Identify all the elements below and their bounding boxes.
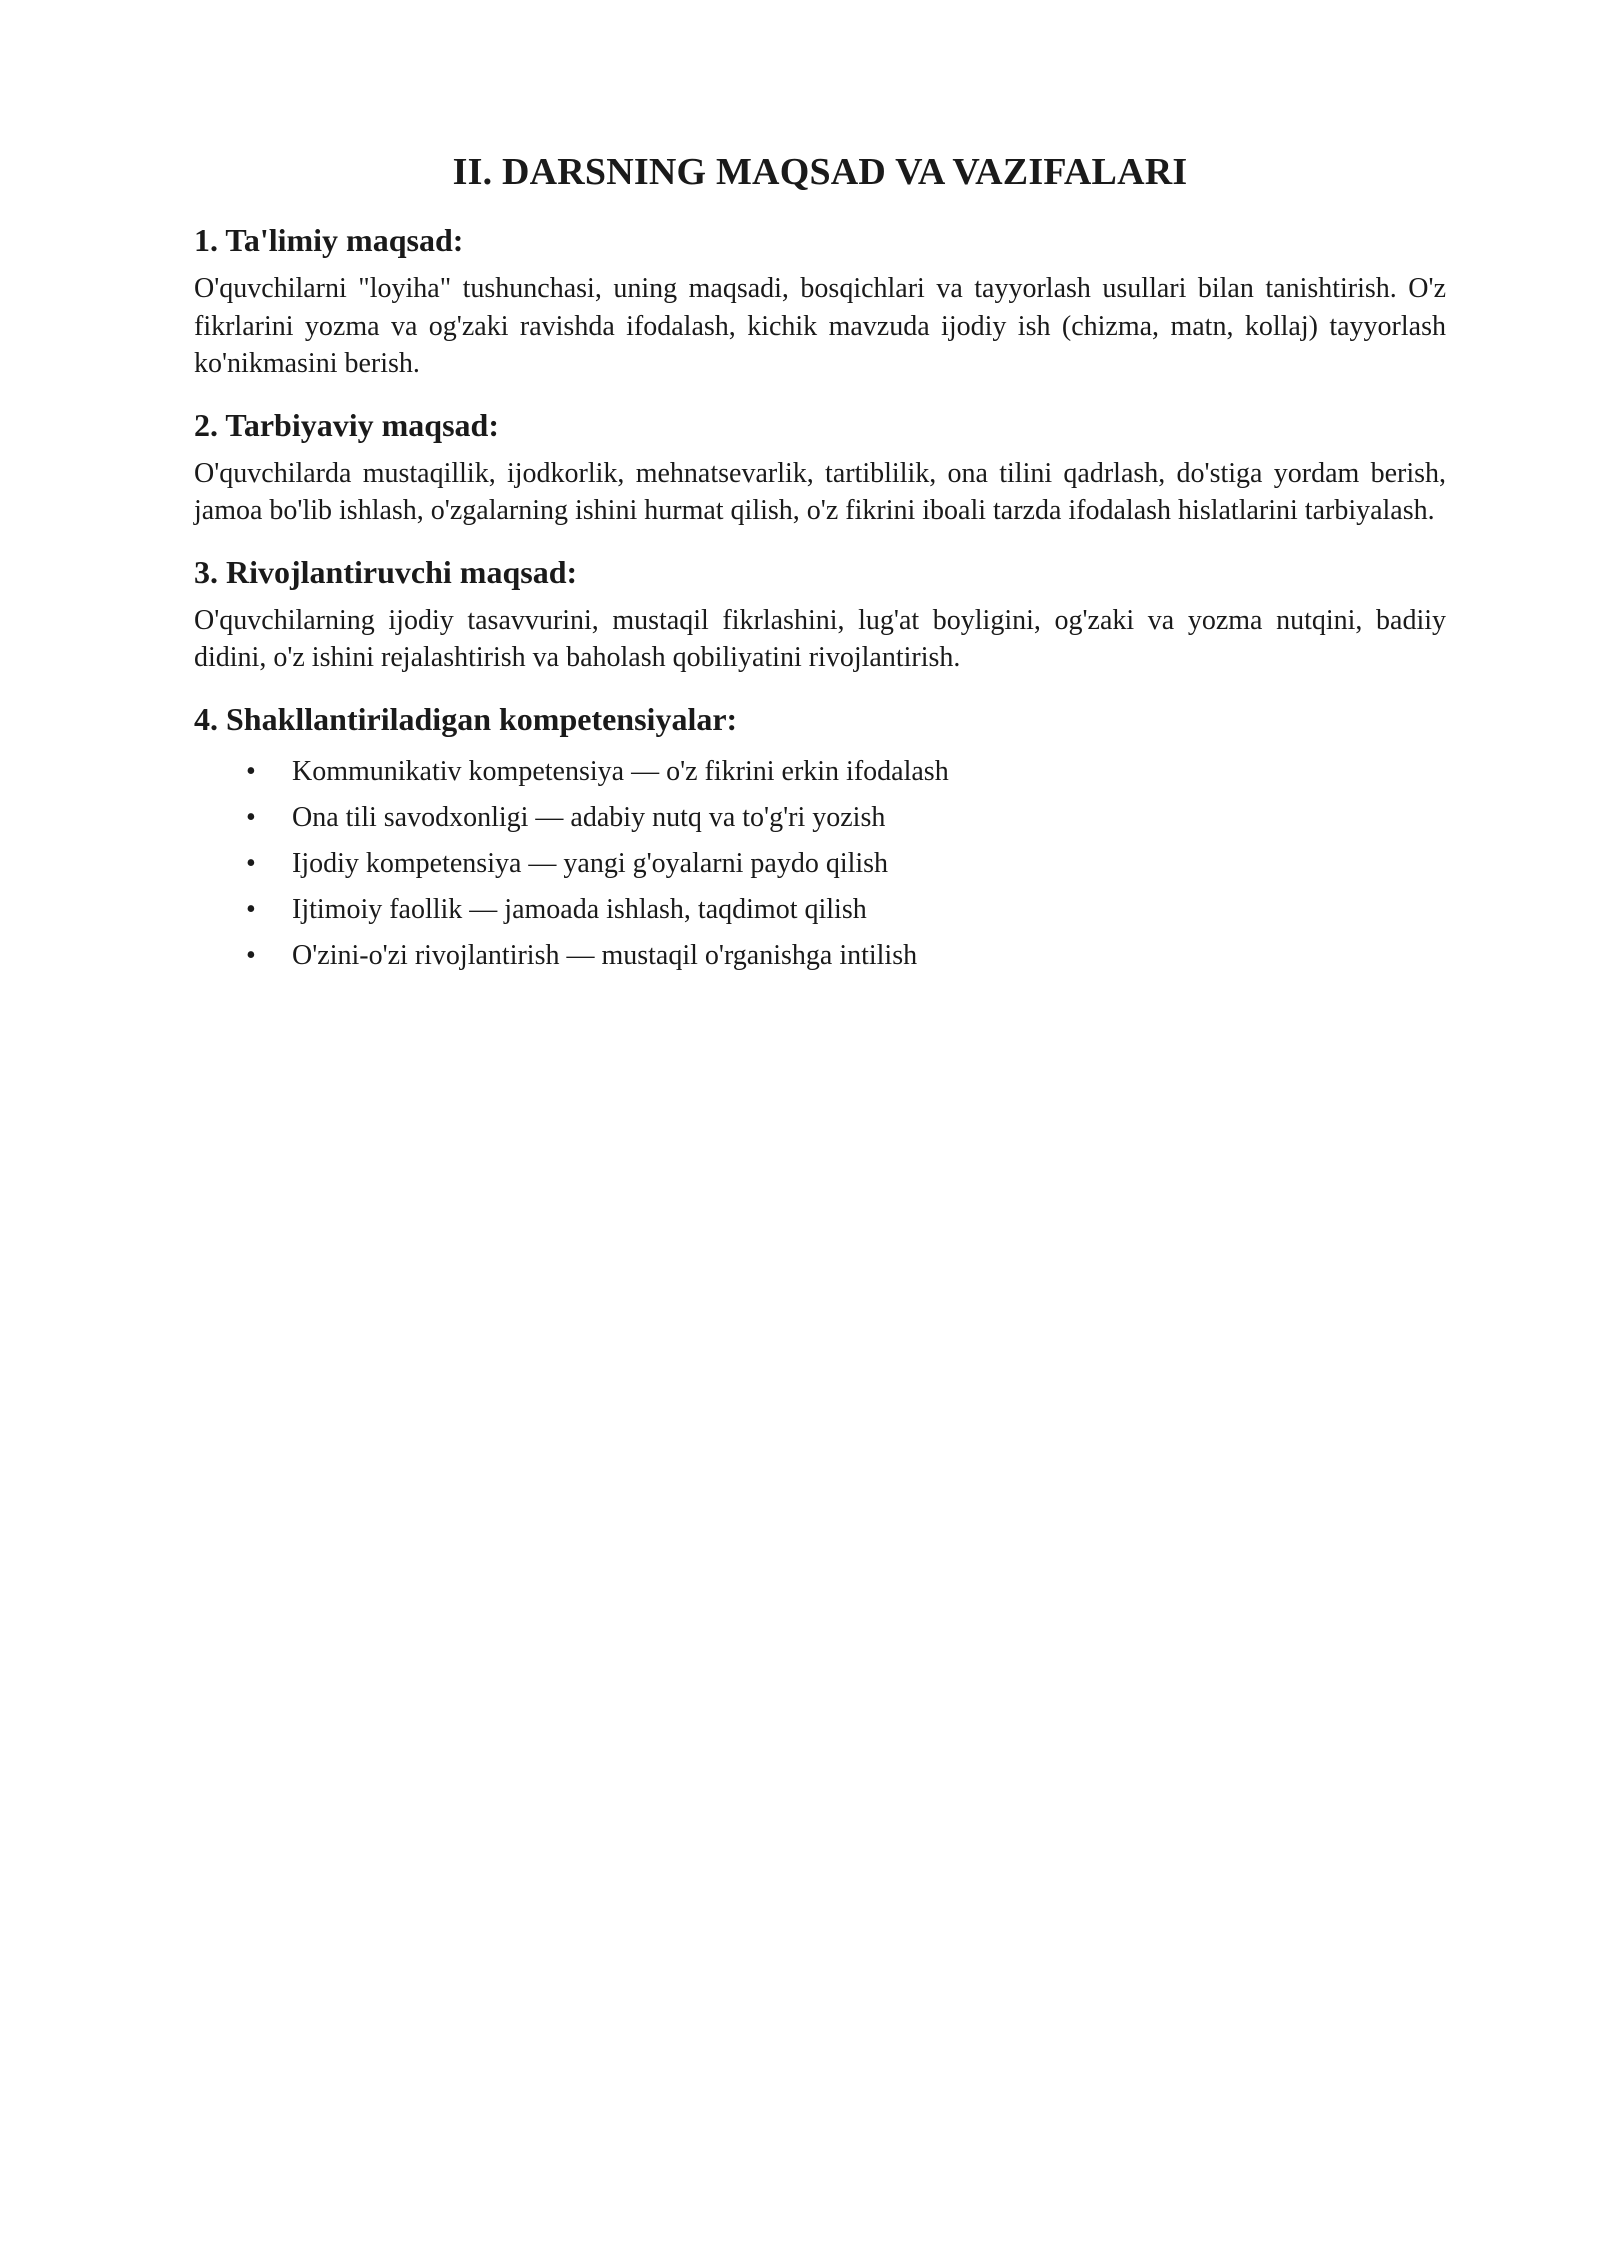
list-item <box>246 795 1446 841</box>
section-talimiy-maqsad <box>194 220 1446 383</box>
list-item-text: Ijodiy kompetensiya — yangi g'oyalarni paydo qilish <box>292 847 889 879</box>
section-heading: 1. Ta'limiy maqsad: <box>194 222 464 258</box>
list-item <box>246 933 1446 979</box>
section-heading: 2. Tarbiyaviy maqsad: <box>194 406 499 443</box>
section-body: O'quvchilarning ijodiy tasavvurini, mustaqil fikrlashini, lug'at boyligini, og'zaki va yozma nutqini, badiiy didini, o'z ishini rejalashtirish va baholash qobiliyatini rivojlantirish. <box>194 604 1446 673</box>
list-item-text: Kommunikativ kompetensiya — o'z fikrini erkin ifodalash <box>292 755 949 787</box>
section-kompetensiyalar <box>194 699 1446 979</box>
section-body: O'quvchilarni "loyiha" tushunchasi, uning maqsadi, bosqichlari va tayyorlash usullari bilan tanishtirish. O'z fikrlarini yozma va og'zaki ravishda ifodalash, kichik mavzuda ijodiy ish (chizma, matn, kollaj) tayyorlash ko'nikmasini berish. <box>194 273 1446 379</box>
bullet-icon: • <box>246 801 256 833</box>
bullet-icon: • <box>246 755 256 787</box>
list-item-text: Ijtimoiy faollik — jamoada ishlash, taqdimot qilish <box>292 893 867 925</box>
section-tarbiyaviy-maqsad <box>194 405 1446 530</box>
bullet-icon: • <box>246 893 256 925</box>
list-item <box>246 841 1446 887</box>
list-item-text: O'zini-o'zi rivojlantirish — mustaqil o'rganishga intilish <box>292 939 918 971</box>
document-page <box>194 150 1446 979</box>
section-rivojlantiruvchi-maqsad <box>194 552 1446 677</box>
bullet-icon: • <box>246 939 256 971</box>
list-item-text: Ona tili savodxonligi — adabiy nutq va to'g'ri yozish <box>292 801 886 833</box>
bullet-icon: • <box>246 847 256 879</box>
section-body: O'quvchilarda mustaqillik, ijodkorlik, mehnatsevarlik, tartiblilik, ona tilini qadrlash, do'stiga yordam berish, jamoa bo'lib ishlash, o'zgalarning ishini hurmat qilish, o'z fikrini iboali tarzda ifodalash hislatlarini tarbiyalash. <box>194 457 1446 526</box>
section-heading: 4. Shakllantiriladigan kompetensiyalar: <box>194 700 738 737</box>
list-item <box>246 749 1446 795</box>
section-heading: 3. Rivojlantiruvchi maqsad: <box>194 553 578 590</box>
competency-list <box>194 749 1446 979</box>
document-title: II. DARSNING MAQSAD VA VAZIFALARI <box>452 151 1188 193</box>
list-item <box>246 887 1446 933</box>
